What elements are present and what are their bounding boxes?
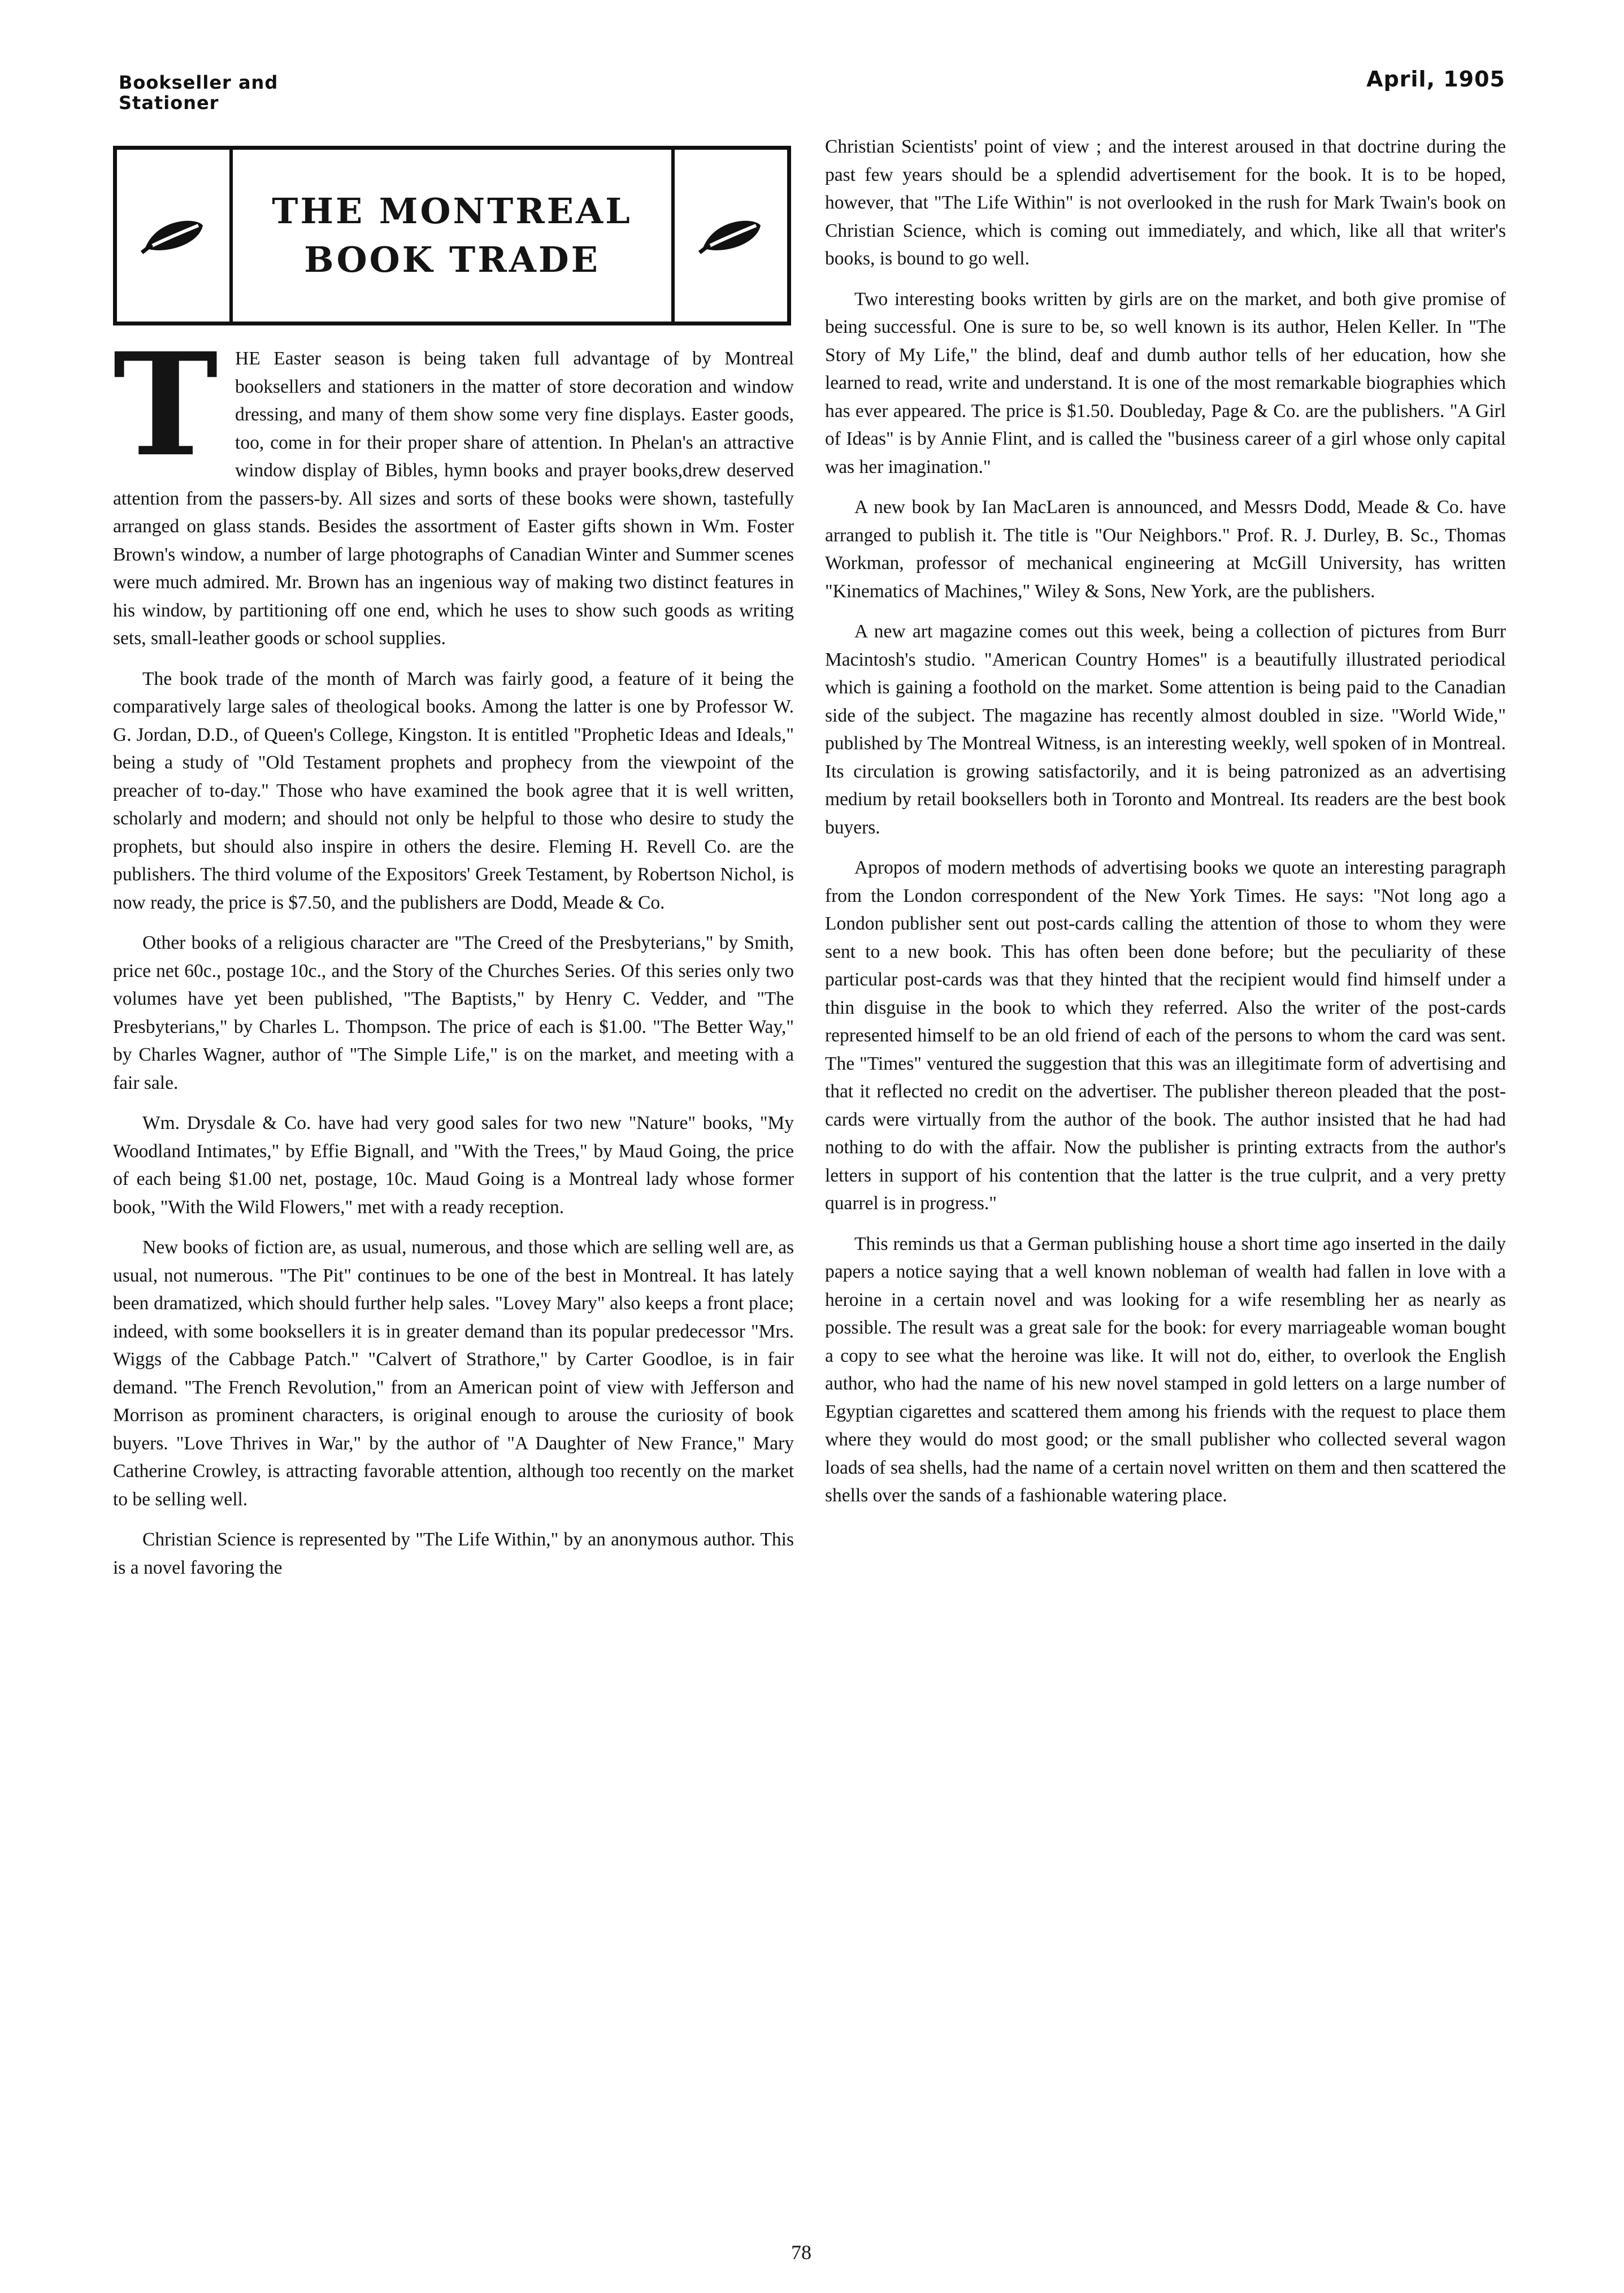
article-left-column <box>113 322 794 1594</box>
title-line-2: BOOK TRADE <box>304 239 600 280</box>
paragraph: Two interesting books written by girls are on the market, and both give promise of being successful. One is sure to be, so well known is its author, Helen Keller. In "The Story of My Life," the blind, deaf and dumb author tells of her education, how she learned to read, write and understand. It is one of the most remarkable biographies which has ever appeared. The price is $1.50. Doubleday, Page & Co. are the publishers. "A Girl of Ideas" is by Annie Flint, and is called the "business career of a girl whose only capital was her imagination." <box>825 288 1506 477</box>
paragraph: Christian Science is represented by "The Life Within," by an anonymous author. This is a novel favoring the <box>113 1529 794 1578</box>
title-ornament-right <box>671 150 787 322</box>
paragraph: A new art magazine comes out this week, being a collection of pictures from Burr Macintosh's studio. "American Country Homes" is a beautifully illustrated periodical which is gaining a foothold on the market. Some attention is being paid to the Canadian side of the subject. The magazine has recently almost doubled in size. "World Wide," published by The Montreal Witness, is an interesting weekly, well spoken of in Montreal. Its circulation is growing satisfactorily, and it is being patronized as an advertising medium by retail booksellers both in Toronto and Montreal. Its readers are the best book buyers. <box>825 621 1506 838</box>
title-heading <box>233 150 671 322</box>
paragraph-text: HE Easter season is being taken full advantage of by Montreal booksellers and stationers in the matter of store decoration and window dressing, and many of them show some very fine displays. Easter goods, too, come in for their proper share of attention. In Phelan's an attractive window display of Bibles, hymn books and prayer books,drew deserved attention from the passers-by. All sizes and sorts of these books were shown, tastefully arranged on glass stands. Besides the assortment of Easter gifts shown in Wm. Foster Brown's window, a number of large photographs of Canadian Winter and Summer scenes were much admired. Mr. Brown has an ingenious way of making two distinct features in his window, by partitioning off one end, which he uses to show such goods as writing sets, small-leather goods or school supplies. <box>113 348 794 649</box>
publication-name <box>119 72 278 113</box>
title-ornament-left <box>117 150 233 322</box>
leaf-ornament-icon <box>140 213 207 258</box>
issue-date: April, 1905 <box>1366 67 1505 92</box>
leaf-ornament-icon <box>697 213 765 258</box>
paragraph: The book trade of the month of March was fairly good, a feature of it being the comparatively large sales of theological books. Among the latter is one by Professor W. G. Jordan, D.D., of Queen's College, Kingston. It is entitled "Prophetic Ideas and Ideals," being a study of "Old Testament prophets and prophecy from the viewpoint of the preacher of to-day." Those who have examined the book agree that it is well written, scholarly and modern; and should not only be helpful to those who desire to study the prophets, but should also inspire in others the desire. Fleming H. Revell Co. are the publishers. The third volume of the Expositors' Greek Testament, by Robertson Nichol, is now ready, the price is $7.50, and the publishers are Dodd, Meade & Co. <box>113 668 794 913</box>
title-line-1: THE MONTREAL <box>272 190 632 232</box>
drop-cap: T <box>113 322 219 488</box>
publication-name-line1: Bookseller and <box>119 72 279 93</box>
paragraph: A new book by Ian MacLaren is announced, and Messrs Dodd, Meade & Co. have arranged to publish it. The title is "Our Neighbors." Prof. R. J. Durley, B. Sc., Thomas Workman, professor of mechanical engineering at McGill University, has written "Kinematics of Machines," Wiley & Sons, New York, are the publishers. <box>825 497 1506 602</box>
paragraph: Christian Scientists' point of view ; and the interest aroused in that doctrine during the past few years should be a splendid advertisement for the book. It is to be hoped, however, that "The Life Within" is not overlooked in the rush for Mark Twain's book on Christian Science, which is coming out immediately, and which, like all that writer's books, is bound to go well. <box>825 136 1506 269</box>
paragraph: Other books of a religious character are "The Creed of the Presbyterians," by Smith, price net 60c., postage 10c., and the Story of the Churches Series. Of this series only two volumes have yet been published, "The Baptists," by Henry C. Vedder, and "The Presbyterians," by Charles L. Thompson. The price of each is $1.00. "The Better Way," by Charles Wagner, author of "The Simple Life," is on the market, and meeting with a fair sale. <box>113 932 794 1093</box>
publication-name-line2: Stationer <box>119 92 219 114</box>
paragraph <box>113 322 794 653</box>
paragraph: New books of fiction are, as usual, numerous, and those which are selling well are, as usual, not numerous. "The Pit" continues to be one of the best in Montreal. It has lately been dramatized, which should further help sales. "Lovey Mary" also keeps a front place; indeed, with some booksellers it is in greater demand than its popular predecessor "Mrs. Wiggs of the Cabbage Patch." "Calvert of Strathore," by Carter Goodloe, is in fair demand. "The French Revolution," from an American point of view with Jefferson and Morrison as prominent characters, is original enough to arouse the curiosity of book buyers. "Love Thrives in War," by the author of "A Daughter of New France," Mary Catherine Crowley, is attracting favorable attention, although too recently on the market to be selling well. <box>113 1237 794 1510</box>
paragraph: Apropos of modern methods of advertising books we quote an interesting paragraph from the London correspondent of the New York Times. He says: "Not long ago a London publisher sent out post-cards calling the attention of those to whom they were sent to a new book. This has often been done before; but the peculiarity of these particular post-cards was that they hinted that the recipient would find himself under a thin disguise in the book to which they referred. Also the writer of the post-cards represented himself to be an old friend of each of the persons to whom the card was sent. The "Times" ventured the suggestion that this was an illegitimate form of advertising and that it reflected no credit on the advertiser. The publisher thereon pleaded that the post-cards were virtually from the author of the book. The author insisted that he had had nothing to do with the affair. Now the publisher is printing extracts from the author's letters in support of his contention that the latter is the true culprit, and a very pretty quarrel is in progress." <box>825 857 1506 1214</box>
article-right-column <box>825 133 1506 1522</box>
page-number: 78 <box>791 2241 811 2264</box>
title-box <box>113 146 791 325</box>
paragraph: Wm. Drysdale & Co. have had very good sales for two new "Nature" books, "My Woodland Intimates," by Effie Bignall, and "With the Trees," by Maud Going, the price of each being $1.00 net, postage, 10c. Maud Going is a Montreal lady whose former book, "With the Wild Flowers," met with a ready reception. <box>113 1113 794 1218</box>
paragraph: This reminds us that a German publishing house a short time ago inserted in the daily papers a notice saying that a well known nobleman of wealth had fallen in love with a heroine in a certain novel and was looking for a wife resembling her as nearly as possible. The result was a great sale for the book: for every marriageable woman bought a copy to see what the heroine was like. It will not do, either, to overlook the English author, who had the name of his new novel stamped in gold letters on a large number of Egyptian cigarettes and scattered them among his friends with the request to place them where they would do most good; or the small publisher who collected several wagon loads of sea shells, had the name of a certain novel written on them and then scattered the shells over the sands of a fashionable watering place. <box>825 1233 1506 1506</box>
